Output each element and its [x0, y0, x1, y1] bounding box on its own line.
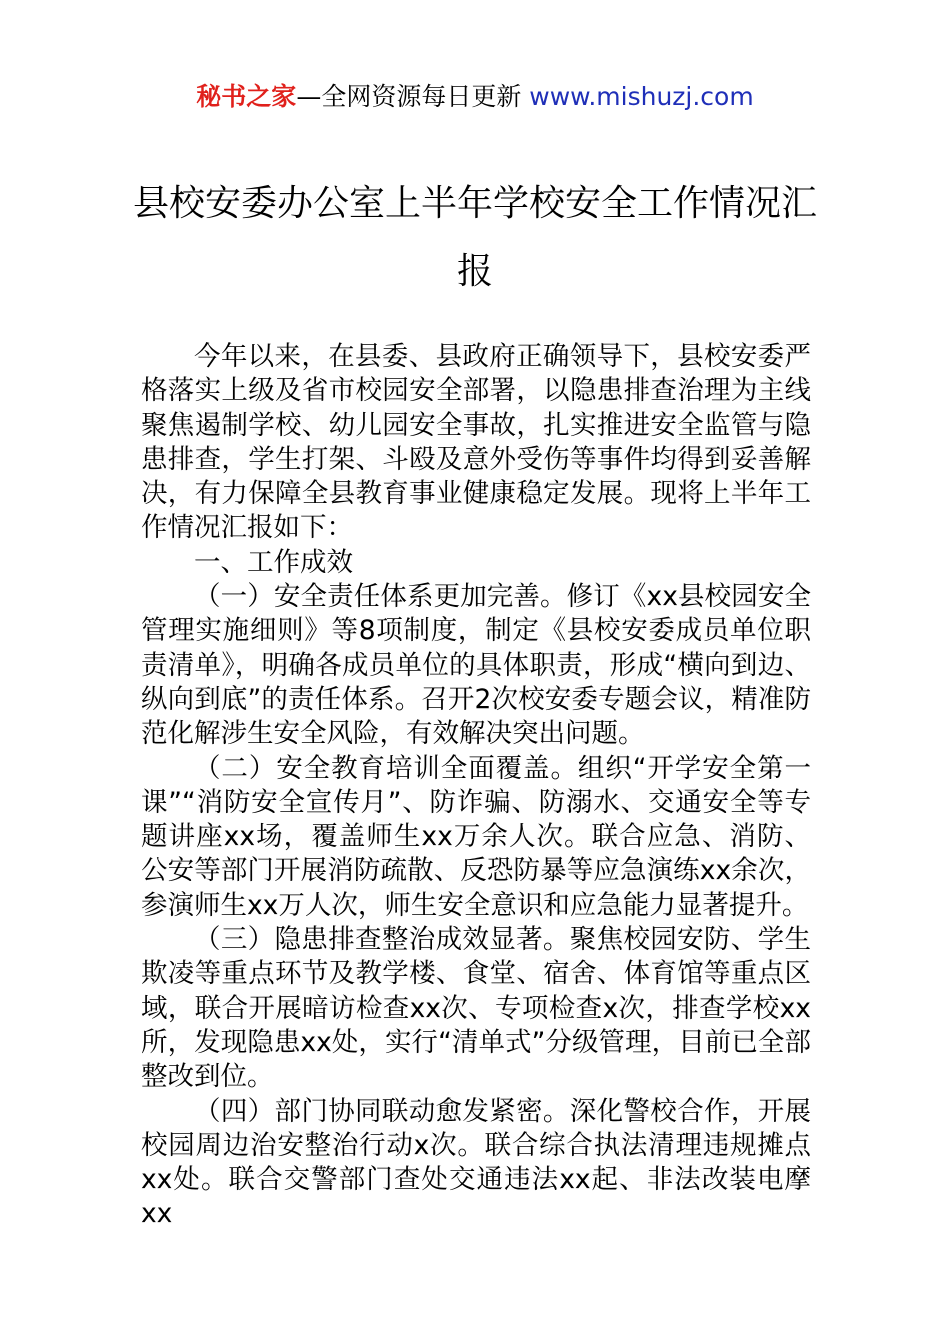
paragraph-safety-training: （二）安全教育培训全面覆盖。组织“开学安全第一课”“消防安全宣传月”、防诈骗、防溺水、交通安全等专题讲座xx场，覆盖师生xx万余人次。联合应急、消防、公安等部门开展消防疏散、反恐防暴等应急演练xx余次，参演师生xx万人次，师生安全意识和应急能力显著提升。	[141, 752, 811, 921]
site-tagline: 全网资源每日更新	[321, 82, 522, 111]
paragraph-department-coordination: （四）部门协同联动愈发紧密。深化警校合作，开展校园周边治安整治行动x次。联合综合执法清理违规摊点xx处。联合交警部门查处交通违法xx起、非法改装电摩xx	[141, 1095, 811, 1230]
document-title: 县校安委办公室上半年学校安全工作情况汇报	[132, 183, 817, 292]
paragraph-responsibility-system: （一）安全责任体系更加完善。修订《xx县校园安全管理实施细则》等8项制度，制定《县校安委成员单位职责清单》，明确各成员单位的具体职责，形成“横向到边、纵向到底”的责任体系。召开2次校安委专题会议，精准防范化解涉生安全风险，有效解决突出问题。	[141, 581, 811, 750]
section-heading-achievements: 一、工作成效	[194, 546, 353, 578]
paragraph-hazard-inspection: （三）隐患排查整治成效显著。聚焦校园安防、学生欺凌等重点环节及教学楼、食堂、宿舍、体育馆等重点区域，联合开展暗访检查xx次、专项检查x次，排查学校xx所，发现隐患xx处，实行“清单式”分级管理，目前已全部整改到位。	[141, 924, 811, 1093]
header-dash: —	[296, 82, 322, 111]
site-name: 秘书之家	[196, 82, 297, 111]
intro-paragraph: 今年以来，在县委、县政府正确领导下，县校安委严格落实上级及省市校园安全部署，以隐患排查治理为主线聚焦遏制学校、幼儿园安全事故，扎实推进安全监管与隐患排查，学生打架、斗殴及意外受伤等事件均得到妥善解决，有力保障全县教育事业健康稳定发展。现将上半年工作情况汇报如下：	[141, 341, 811, 544]
site-url-link[interactable]: www.mishuzj.com	[529, 82, 754, 111]
site-header	[0, 80, 950, 114]
document-body	[141, 340, 811, 1232]
